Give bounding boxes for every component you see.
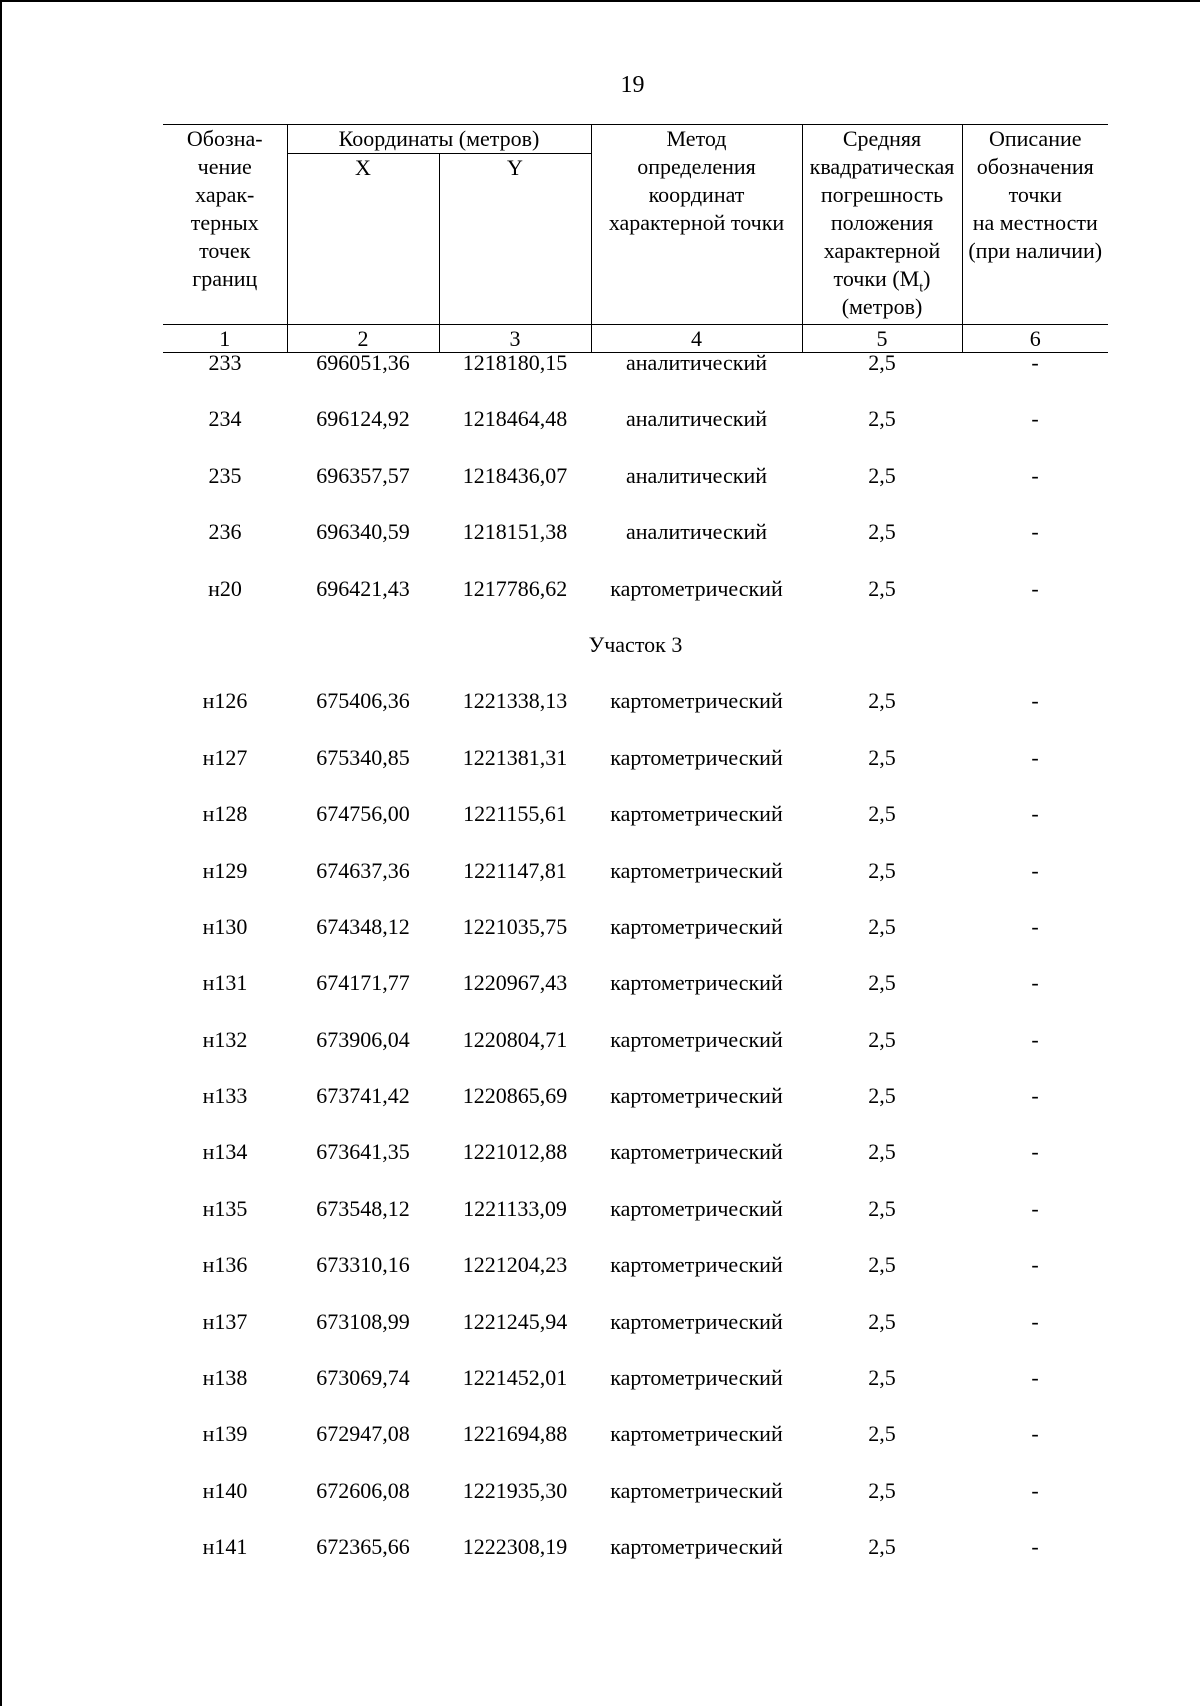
y-coordinate-cell: 1220967,43 xyxy=(462,970,568,996)
x-coordinate-cell: 673108,99 xyxy=(316,1308,410,1334)
header-mean-error xyxy=(802,125,962,325)
mean-error-cell: 2,5 xyxy=(868,688,896,714)
method-cell: картометрический xyxy=(610,1083,783,1109)
table-header xyxy=(163,124,1108,353)
x-coordinate-cell: 674756,00 xyxy=(316,801,410,827)
table-row xyxy=(163,1027,1108,1083)
description-cell: - xyxy=(1031,462,1039,488)
y-coordinate-cell: 1221381,31 xyxy=(462,744,568,770)
header-mean-error-subscript: t xyxy=(919,280,924,296)
point-id-cell: н132 xyxy=(202,1026,248,1052)
table-row xyxy=(163,688,1108,744)
table-row xyxy=(163,1139,1108,1195)
x-coordinate-cell: 673741,42 xyxy=(316,1083,410,1109)
y-coordinate-cell: 1218151,38 xyxy=(462,519,568,545)
point-id-cell: 236 xyxy=(208,519,242,545)
y-coordinate-cell: 1218464,48 xyxy=(462,406,568,432)
header-mean-error-tail: ) (метров) xyxy=(841,266,931,319)
description-cell: - xyxy=(1031,1365,1039,1391)
description-cell: - xyxy=(1031,970,1039,996)
method-cell: картометрический xyxy=(610,970,783,996)
description-cell: - xyxy=(1031,1477,1039,1503)
description-cell: - xyxy=(1031,744,1039,770)
x-coordinate-cell: 673548,12 xyxy=(316,1195,410,1221)
y-coordinate-cell: 1221204,23 xyxy=(462,1252,568,1278)
point-id-cell: н136 xyxy=(202,1252,248,1278)
section-label: Участок 3 xyxy=(588,631,683,657)
method-cell: аналитический xyxy=(625,462,767,488)
x-coordinate-cell: 673069,74 xyxy=(316,1365,410,1391)
mean-error-cell: 2,5 xyxy=(868,744,896,770)
x-coordinate-cell: 675340,85 xyxy=(316,744,410,770)
scan-edge-left xyxy=(0,0,2,1706)
table-row xyxy=(163,406,1108,462)
description-cell: - xyxy=(1031,688,1039,714)
point-id-cell: 233 xyxy=(208,350,242,375)
description-cell: - xyxy=(1031,1139,1039,1165)
description-cell: - xyxy=(1031,913,1039,939)
point-id-cell: н127 xyxy=(202,744,248,770)
method-cell: картометрический xyxy=(610,913,783,939)
mean-error-cell: 2,5 xyxy=(868,1083,896,1109)
table-row xyxy=(163,1309,1108,1365)
mean-error-cell: 2,5 xyxy=(868,1308,896,1334)
x-coordinate-cell: 672606,08 xyxy=(316,1477,410,1503)
method-cell: картометрический xyxy=(610,1534,783,1560)
table-row xyxy=(163,745,1108,801)
mean-error-cell: 2,5 xyxy=(868,970,896,996)
mean-error-cell: 2,5 xyxy=(868,1252,896,1278)
point-id-cell: н141 xyxy=(202,1534,248,1560)
point-id-cell: н133 xyxy=(202,1083,248,1109)
point-id-cell: н129 xyxy=(202,857,248,883)
description-cell: - xyxy=(1031,1252,1039,1278)
column-number: 3 xyxy=(439,325,591,353)
method-cell: картометрический xyxy=(610,1026,783,1052)
x-coordinate-cell: 675406,36 xyxy=(316,688,410,714)
mean-error-cell: 2,5 xyxy=(868,1026,896,1052)
table-row xyxy=(163,1252,1108,1308)
table-row xyxy=(163,858,1108,914)
method-cell: картометрический xyxy=(610,1139,783,1165)
point-id-cell: н137 xyxy=(202,1308,248,1334)
point-id-cell: н134 xyxy=(202,1139,248,1165)
method-cell: картометрический xyxy=(610,1195,783,1221)
mean-error-cell: 2,5 xyxy=(868,406,896,432)
method-cell: аналитический xyxy=(625,350,767,375)
method-cell: аналитический xyxy=(625,519,767,545)
table-row xyxy=(163,970,1108,1026)
x-coordinate-cell: 674637,36 xyxy=(316,857,410,883)
point-id-cell: н126 xyxy=(202,688,248,714)
table-row xyxy=(163,1083,1108,1139)
mean-error-cell: 2,5 xyxy=(868,913,896,939)
y-coordinate-cell: 1221133,09 xyxy=(463,1195,567,1221)
mean-error-cell: 2,5 xyxy=(868,801,896,827)
y-coordinate-cell: 1221147,81 xyxy=(463,857,567,883)
x-coordinate-cell: 674348,12 xyxy=(316,913,410,939)
column-number: 6 xyxy=(962,325,1108,353)
table-row xyxy=(163,576,1108,632)
mean-error-cell: 2,5 xyxy=(868,519,896,545)
y-coordinate-cell: 1222308,19 xyxy=(462,1534,568,1560)
y-coordinate-cell: 1218436,07 xyxy=(462,462,568,488)
mean-error-cell: 2,5 xyxy=(868,1421,896,1447)
point-id-cell: н135 xyxy=(202,1195,248,1221)
point-id-cell: н131 xyxy=(202,970,248,996)
x-coordinate-cell: 696124,92 xyxy=(316,406,410,432)
method-cell: картометрический xyxy=(610,688,783,714)
header-table xyxy=(163,124,1108,353)
scan-edge-top xyxy=(0,0,1200,2)
description-cell: - xyxy=(1031,1195,1039,1221)
x-coordinate-cell: 696357,57 xyxy=(316,462,410,488)
mean-error-cell: 2,5 xyxy=(868,1477,896,1503)
y-coordinate-cell: 1221155,61 xyxy=(463,801,567,827)
y-coordinate-cell: 1221935,30 xyxy=(462,1477,568,1503)
description-cell: - xyxy=(1031,519,1039,545)
description-cell: - xyxy=(1031,406,1039,432)
table-row xyxy=(163,1365,1108,1421)
header-coordinates-group: Координаты (метров) xyxy=(287,125,591,154)
x-coordinate-cell: 673310,16 xyxy=(316,1252,410,1278)
method-cell: картометрический xyxy=(610,801,783,827)
table-row xyxy=(163,350,1108,406)
y-coordinate-cell: 1221338,13 xyxy=(462,688,568,714)
x-coordinate-cell: 696051,36 xyxy=(316,350,410,375)
table-row xyxy=(163,1196,1108,1252)
method-cell: картометрический xyxy=(610,744,783,770)
y-coordinate-cell: 1218180,15 xyxy=(462,350,568,375)
y-coordinate-cell: 1220865,69 xyxy=(462,1083,568,1109)
table-row xyxy=(163,463,1108,519)
point-id-cell: 235 xyxy=(208,462,242,488)
rows-group-a xyxy=(163,350,1108,632)
mean-error-cell: 2,5 xyxy=(868,1195,896,1221)
column-number: 4 xyxy=(591,325,802,353)
header-x: X xyxy=(287,154,439,325)
mean-error-cell: 2,5 xyxy=(868,575,896,601)
point-id-cell: н139 xyxy=(202,1421,248,1447)
point-id-cell: н130 xyxy=(202,913,248,939)
column-number: 2 xyxy=(287,325,439,353)
mean-error-cell: 2,5 xyxy=(868,1365,896,1391)
column-number: 5 xyxy=(802,325,962,353)
mean-error-cell: 2,5 xyxy=(868,1139,896,1165)
description-cell: - xyxy=(1031,1308,1039,1334)
column-number: 1 xyxy=(163,325,287,353)
method-cell: картометрический xyxy=(610,857,783,883)
description-cell: - xyxy=(1031,575,1039,601)
y-coordinate-cell: 1221035,75 xyxy=(462,913,568,939)
column-number-row xyxy=(163,325,1108,353)
x-coordinate-cell: 672365,66 xyxy=(316,1534,410,1560)
y-coordinate-cell: 1220804,71 xyxy=(462,1026,568,1052)
method-cell: картометрический xyxy=(610,1477,783,1503)
y-coordinate-cell: 1221694,88 xyxy=(462,1421,568,1447)
header-mean-error-main: Средняя квадратическая погрешность положения характерной точки (M xyxy=(809,126,955,291)
x-coordinate-cell: 673906,04 xyxy=(316,1026,410,1052)
method-cell: картометрический xyxy=(610,575,783,601)
description-cell: - xyxy=(1031,1026,1039,1052)
y-coordinate-cell: 1221452,01 xyxy=(462,1365,568,1391)
y-coordinate-cell: 1221245,94 xyxy=(462,1308,568,1334)
page-number: 19 xyxy=(620,72,645,98)
table-row xyxy=(163,801,1108,857)
x-coordinate-cell: 696421,43 xyxy=(316,575,410,601)
header-description: Описание обозначения точки на местности (при наличии) xyxy=(962,125,1108,325)
x-coordinate-cell: 673641,35 xyxy=(316,1139,410,1165)
header-y: Y xyxy=(439,154,591,325)
method-cell: картометрический xyxy=(610,1252,783,1278)
header-point-designation: Обозна- чение харак- терных точек границ xyxy=(163,125,287,325)
x-coordinate-cell: 696340,59 xyxy=(316,519,410,545)
y-coordinate-cell: 1221012,88 xyxy=(462,1139,568,1165)
header-method: Метод определения координат характерной точки xyxy=(591,125,802,325)
mean-error-cell: 2,5 xyxy=(868,350,896,375)
point-id-cell: н138 xyxy=(202,1365,248,1391)
table-row xyxy=(163,914,1108,970)
description-cell: - xyxy=(1031,1083,1039,1109)
section-row xyxy=(163,632,1108,688)
point-id-cell: н128 xyxy=(202,801,248,827)
point-id-cell: н140 xyxy=(202,1477,248,1503)
mean-error-cell: 2,5 xyxy=(868,857,896,883)
table-body xyxy=(163,350,1108,1591)
method-cell: картометрический xyxy=(610,1365,783,1391)
mean-error-cell: 2,5 xyxy=(868,462,896,488)
y-coordinate-cell: 1217786,62 xyxy=(462,575,568,601)
point-id-cell: 234 xyxy=(208,406,242,432)
x-coordinate-cell: 674171,77 xyxy=(316,970,410,996)
description-cell: - xyxy=(1031,1534,1039,1560)
table-row xyxy=(163,519,1108,575)
x-coordinate-cell: 672947,08 xyxy=(316,1421,410,1447)
description-cell: - xyxy=(1031,801,1039,827)
description-cell: - xyxy=(1031,857,1039,883)
table-row xyxy=(163,1421,1108,1477)
description-cell: - xyxy=(1031,1421,1039,1447)
mean-error-cell: 2,5 xyxy=(868,1534,896,1560)
rows-group-b xyxy=(163,688,1108,1590)
table-row xyxy=(163,1534,1108,1590)
table-row xyxy=(163,1478,1108,1534)
point-id-cell: н20 xyxy=(208,575,242,601)
method-cell: картометрический xyxy=(610,1308,783,1334)
method-cell: аналитический xyxy=(625,406,767,432)
description-cell: - xyxy=(1031,350,1039,375)
method-cell: картометрический xyxy=(610,1421,783,1447)
